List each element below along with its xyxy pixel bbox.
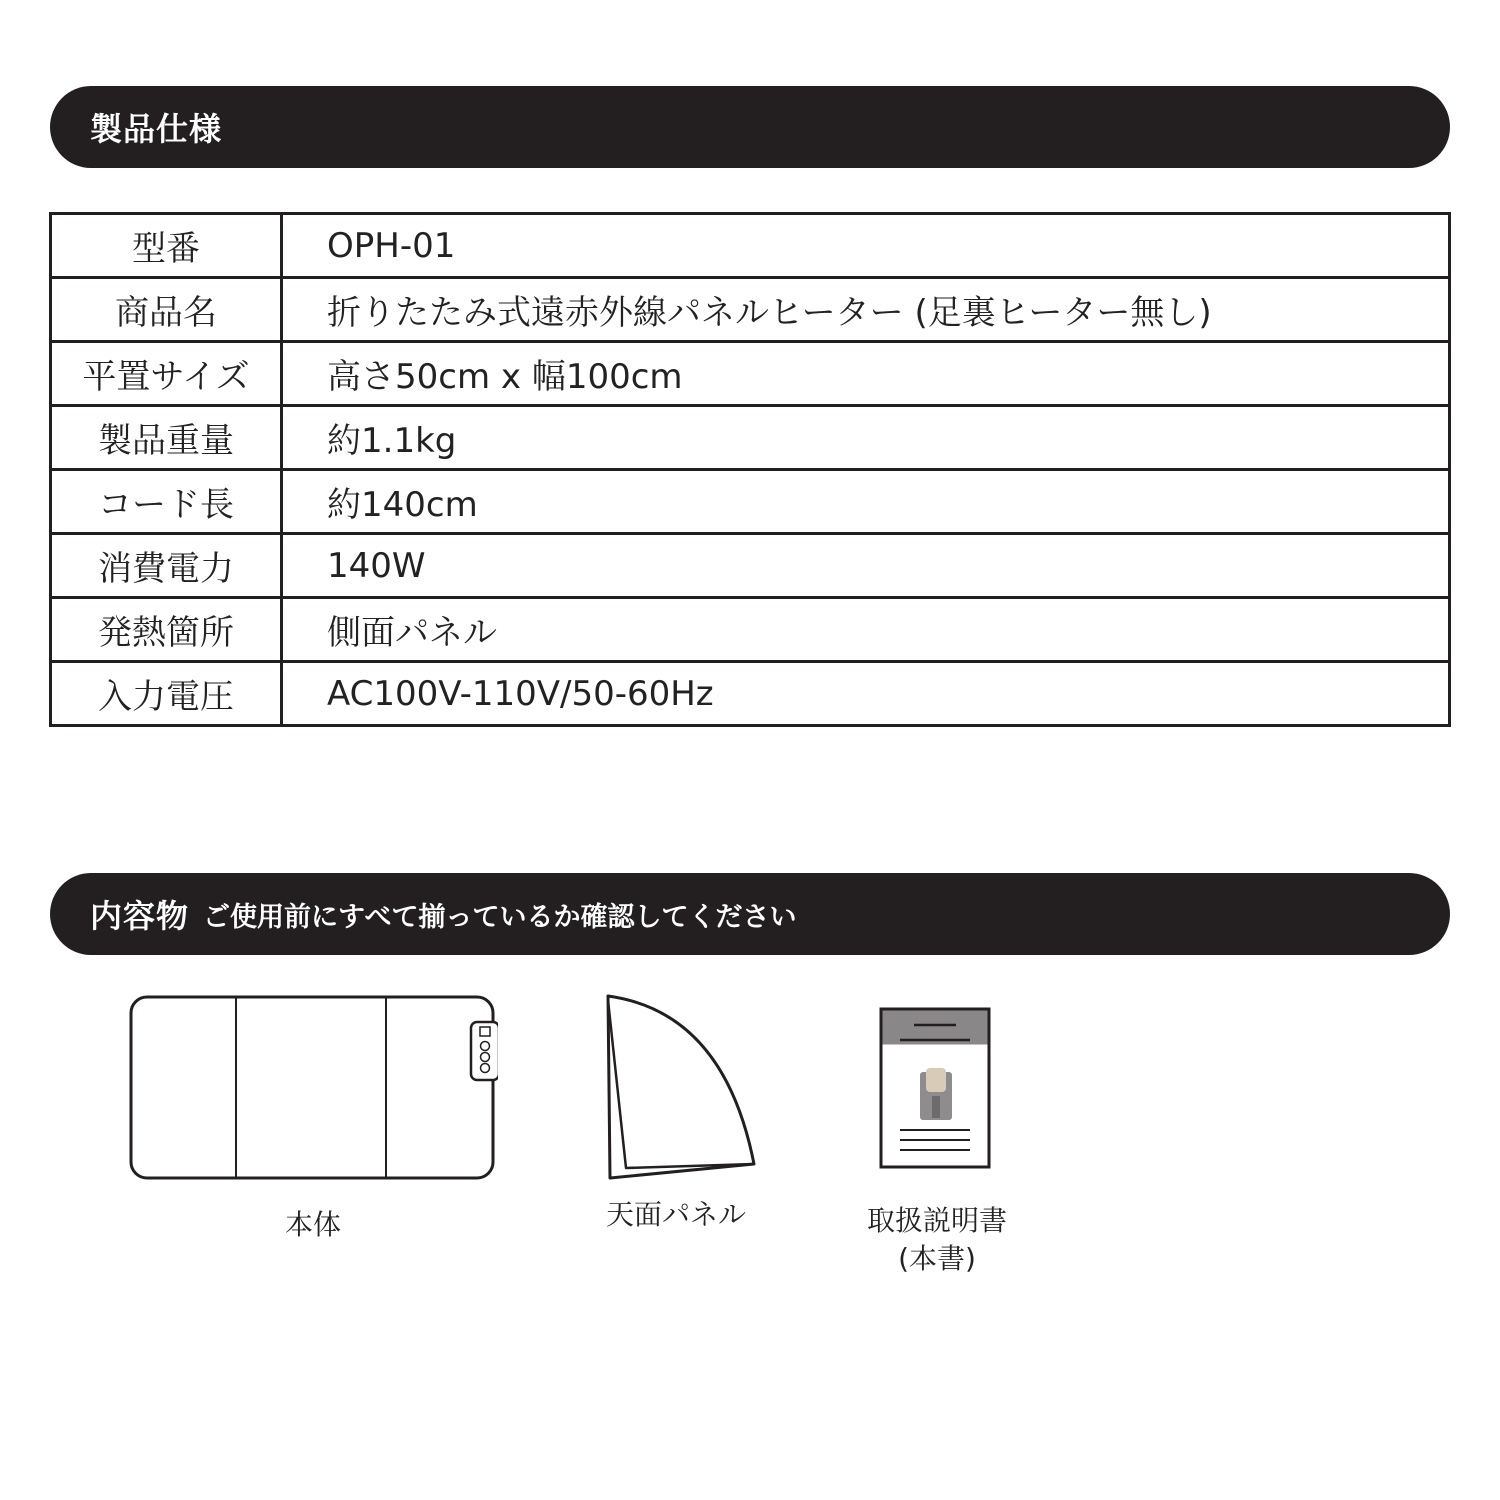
top-panel-icon [586, 992, 766, 1182]
table-row [51, 342, 1450, 406]
spec-key: 発熱箇所 [51, 598, 282, 662]
spec-value: 側面パネル [282, 598, 1450, 662]
item-label: 天面パネル [605, 1198, 746, 1231]
spec-table [49, 212, 1451, 727]
section-title-spec: 製品仕様 [90, 110, 223, 148]
section-note-contents: ご使用前にすべて揃っているか確認してください [203, 901, 797, 933]
section-title-contents: 内容物 [90, 897, 190, 935]
spec-value: 折りたたみ式遠赤外線パネルヒーター (足裏ヒーター無し) [282, 278, 1450, 342]
folded-panel-heater-icon [128, 994, 498, 1182]
item-label: 本体 [284, 1208, 341, 1241]
spec-value: 約140cm [282, 470, 1450, 534]
item-label: 取扱説明書 [866, 1204, 1007, 1237]
spec-value: 約1.1kg [282, 406, 1450, 470]
spec-key: 消費電力 [51, 534, 282, 598]
spec-key: 平置サイズ [51, 342, 282, 406]
table-row [51, 534, 1450, 598]
spec-value: 高さ50cm x 幅100cm [282, 342, 1450, 406]
spec-key: 入力電圧 [51, 662, 282, 726]
spec-value: 140W [282, 534, 1450, 598]
contents-item-body [128, 994, 498, 1244]
manual-booklet-icon [856, 1006, 1018, 1170]
table-row [51, 406, 1450, 470]
spec-key: 商品名 [51, 278, 282, 342]
spec-key: 型番 [51, 214, 282, 278]
table-row [51, 662, 1450, 726]
contents-item-manual [856, 1006, 1018, 1278]
table-row [51, 278, 1450, 342]
spec-value: OPH-01 [282, 214, 1450, 278]
table-row [51, 470, 1450, 534]
spec-key: 製品重量 [51, 406, 282, 470]
spec-value: AC100V-110V/50-60Hz [282, 662, 1450, 726]
item-label-note: (本書) [898, 1242, 976, 1275]
table-row [51, 214, 1450, 278]
contents-item-top-panel [586, 992, 766, 1234]
spec-key: コード長 [51, 470, 282, 534]
section-banner-spec [50, 86, 1450, 168]
section-banner-contents [50, 873, 1450, 955]
table-row [51, 598, 1450, 662]
